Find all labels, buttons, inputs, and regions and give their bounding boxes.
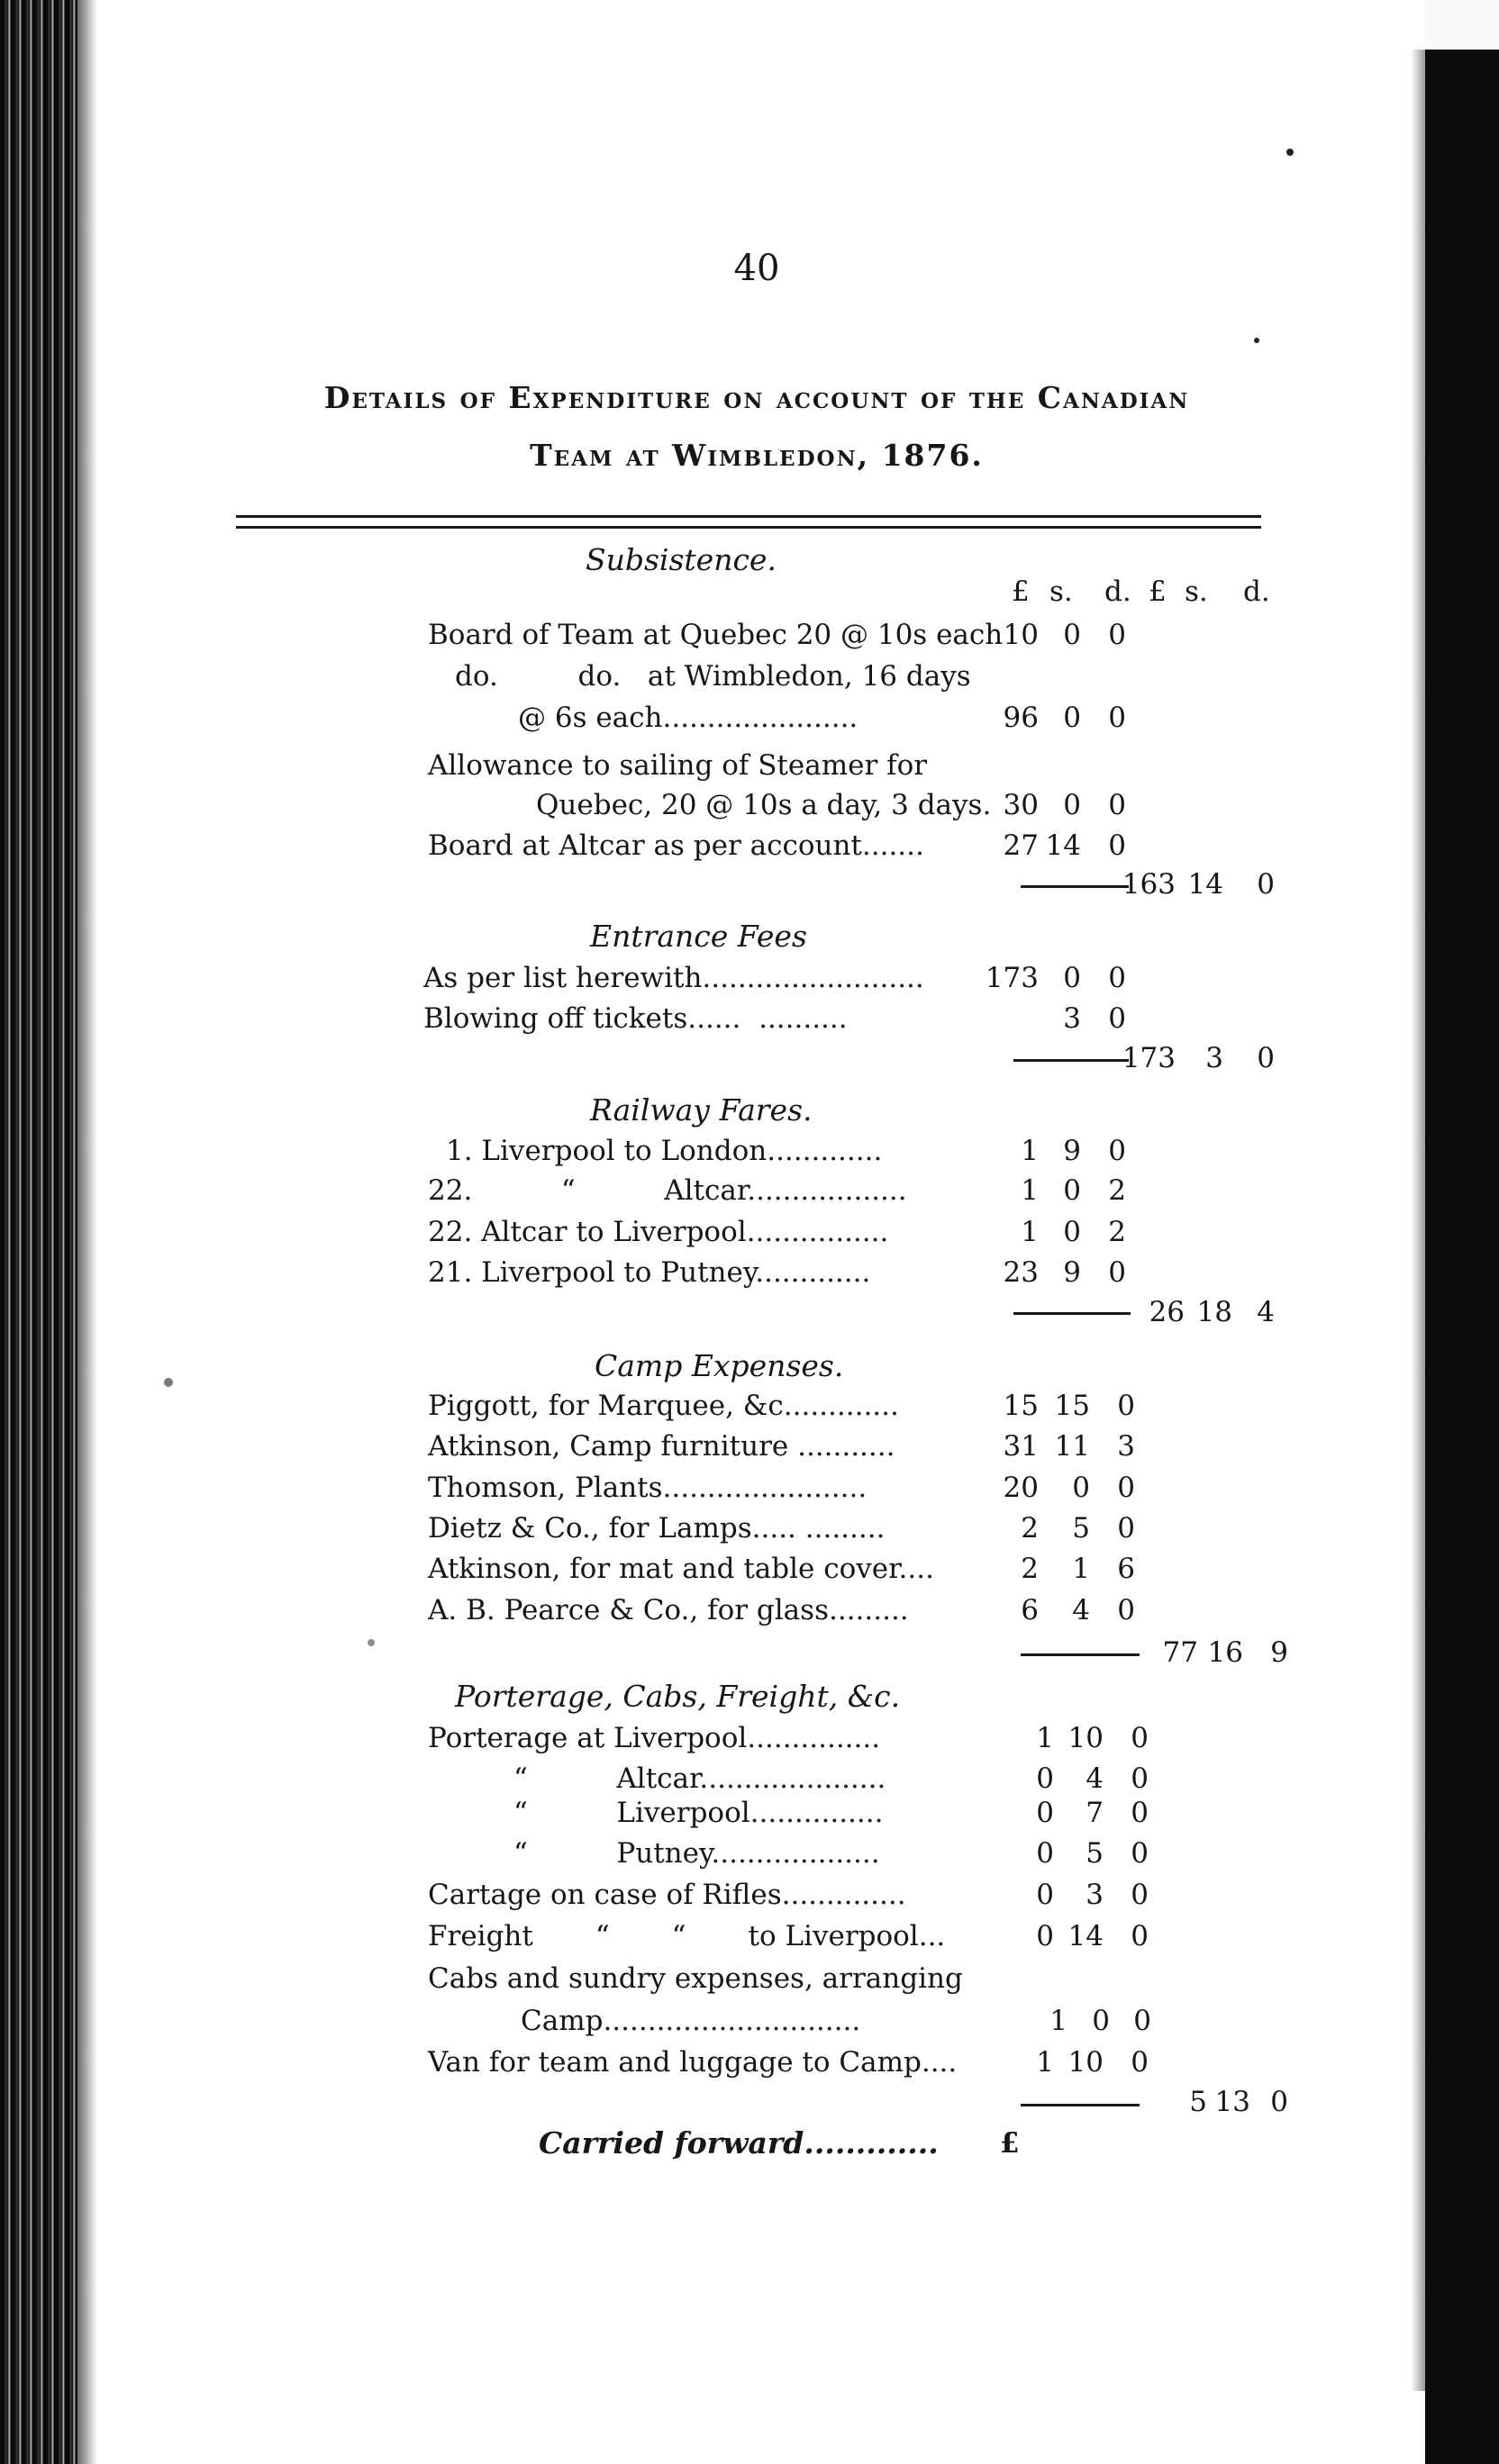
amount-shillings: 0 bbox=[1063, 789, 1081, 821]
amount-pence: 2 bbox=[1108, 1174, 1126, 1207]
line-item: A. B. Pearce & Co., for glass......... bbox=[428, 1594, 909, 1626]
amount-shillings: 9 bbox=[1063, 1135, 1081, 1167]
line-item: @ 6s each...................... bbox=[518, 702, 859, 734]
line-item: 22. Altcar to Liverpool................ bbox=[428, 1216, 889, 1248]
ink-speck bbox=[164, 1378, 173, 1387]
amount-pence: 0 bbox=[1131, 1837, 1149, 1870]
amount-shillings: 4 bbox=[1072, 1594, 1090, 1626]
amount-pounds: 0 bbox=[1036, 1762, 1054, 1795]
amount-shillings: 7 bbox=[1086, 1797, 1104, 1829]
amount-shillings: 5 bbox=[1072, 1512, 1090, 1545]
line-item: Thomson, Plants....................... bbox=[428, 1472, 868, 1504]
total-pence: 9 bbox=[1270, 1636, 1288, 1669]
total-pounds: 173 bbox=[1122, 1042, 1176, 1074]
total-pence: 0 bbox=[1257, 868, 1275, 901]
subtotal-rule bbox=[1013, 1059, 1129, 1062]
subtotal-rule bbox=[1021, 885, 1129, 888]
amount-pence: 0 bbox=[1117, 1594, 1135, 1626]
total-pence: 0 bbox=[1257, 1042, 1275, 1074]
header-pence: d. bbox=[1104, 575, 1131, 608]
line-item: Allowance to sailing of Steamer for bbox=[428, 749, 928, 782]
amount-shillings: 0 bbox=[1072, 1472, 1090, 1504]
line-item: Atkinson, for mat and table cover.... bbox=[428, 1553, 934, 1585]
ink-speck bbox=[1254, 338, 1259, 343]
amount-shillings: 0 bbox=[1092, 2005, 1110, 2037]
amount-shillings: 5 bbox=[1086, 1837, 1104, 1870]
amount-pounds: 10 bbox=[1003, 619, 1039, 651]
book-binding-edge bbox=[0, 0, 77, 2464]
amount-pence: 0 bbox=[1108, 1135, 1126, 1167]
amount-shillings: 4 bbox=[1086, 1762, 1104, 1795]
right-shadow bbox=[1411, 50, 1425, 2391]
subtotal-rule bbox=[1021, 2104, 1140, 2106]
amount-pence: 3 bbox=[1117, 1430, 1135, 1463]
amount-pence: 0 bbox=[1108, 1002, 1126, 1035]
amount-pence: 0 bbox=[1131, 1797, 1149, 1829]
page-number: 40 bbox=[733, 248, 780, 289]
line-item: Van for team and luggage to Camp.... bbox=[428, 2046, 958, 2079]
amount-pounds: 96 bbox=[1003, 702, 1039, 734]
amount-shillings: 3 bbox=[1086, 1879, 1104, 1911]
carried-forward-currency: £ bbox=[1000, 2127, 1020, 2160]
amount-pence: 2 bbox=[1108, 1216, 1126, 1248]
amount-pence: 0 bbox=[1131, 1722, 1149, 1754]
amount-pence: 0 bbox=[1108, 962, 1126, 994]
amount-pounds: 0 bbox=[1036, 1879, 1054, 1911]
carried-forward-label: Carried forward............. bbox=[539, 2125, 939, 2161]
total-pounds: 163 bbox=[1122, 868, 1176, 901]
line-item: Cabs and sundry expenses, arranging bbox=[428, 1962, 963, 1995]
line-item: Board at Altcar as per account....... bbox=[428, 829, 924, 862]
amount-pounds: 30 bbox=[1003, 789, 1039, 821]
amount-pence: 6 bbox=[1117, 1553, 1135, 1585]
amount-pounds: 6 bbox=[1021, 1594, 1039, 1626]
subtotal-rule bbox=[1013, 1312, 1131, 1315]
total-shillings: 16 bbox=[1207, 1636, 1243, 1669]
amount-pence: 0 bbox=[1131, 2046, 1149, 2079]
line-item: Piggott, for Marquee, &c............. bbox=[428, 1390, 899, 1422]
amount-pence: 0 bbox=[1108, 829, 1126, 862]
line-item: Freight “ “ to Liverpool... bbox=[428, 1920, 946, 1952]
amount-shillings: 11 bbox=[1054, 1430, 1090, 1463]
amount-pounds: 1 bbox=[1036, 2046, 1054, 2079]
line-item: 21. Liverpool to Putney............. bbox=[428, 1256, 871, 1289]
heading-line-1: Details of Expenditure on account of the Canadian bbox=[323, 380, 1190, 415]
amount-pounds: 173 bbox=[985, 962, 1039, 994]
amount-shillings: 1 bbox=[1072, 1553, 1090, 1585]
amount-shillings: 14 bbox=[1067, 1920, 1104, 1952]
amount-pounds: 2 bbox=[1021, 1553, 1039, 1585]
amount-pence: 0 bbox=[1131, 1879, 1149, 1911]
amount-pounds: 31 bbox=[1003, 1430, 1039, 1463]
amount-shillings: 10 bbox=[1067, 1722, 1104, 1754]
binding-shadow bbox=[77, 0, 97, 2464]
page-corner bbox=[1425, 0, 1499, 50]
amount-shillings: 10 bbox=[1067, 2046, 1104, 2079]
amount-pounds: 0 bbox=[1036, 1837, 1054, 1870]
right-scan-border bbox=[1425, 50, 1499, 2464]
amount-pounds: 0 bbox=[1036, 1920, 1054, 1952]
total-pounds: 77 bbox=[1162, 1636, 1198, 1669]
amount-pence: 0 bbox=[1117, 1512, 1135, 1545]
amount-pence: 0 bbox=[1108, 1256, 1126, 1289]
amount-pounds: 27 bbox=[1003, 829, 1039, 862]
amount-pence: 0 bbox=[1108, 789, 1126, 821]
amount-shillings: 0 bbox=[1063, 962, 1081, 994]
line-item: As per list herewith......................... bbox=[423, 962, 924, 994]
line-item: Atkinson, Camp furniture ........... bbox=[428, 1430, 895, 1463]
header-shillings-total: s. bbox=[1185, 575, 1208, 608]
total-pence: 4 bbox=[1257, 1296, 1275, 1328]
amount-pence: 0 bbox=[1133, 2005, 1151, 2037]
line-item: Porterage at Liverpool............... bbox=[428, 1722, 881, 1754]
amount-pence: 0 bbox=[1117, 1472, 1135, 1504]
amount-pence: 0 bbox=[1117, 1390, 1135, 1422]
amount-pounds: 15 bbox=[1003, 1390, 1039, 1422]
amount-pence: 0 bbox=[1131, 1762, 1149, 1795]
amount-pounds: 23 bbox=[1003, 1256, 1039, 1289]
amount-pounds: 2 bbox=[1021, 1512, 1039, 1545]
line-item: Quebec, 20 @ 10s a day, 3 days. bbox=[536, 789, 992, 821]
amount-shillings: 14 bbox=[1045, 829, 1081, 862]
amount-shillings: 0 bbox=[1063, 1174, 1081, 1207]
amount-pounds: 1 bbox=[1021, 1135, 1039, 1167]
amount-shillings: 0 bbox=[1063, 1216, 1081, 1248]
line-item: Blowing off tickets...... .......... bbox=[423, 1002, 848, 1035]
amount-shillings: 9 bbox=[1063, 1256, 1081, 1289]
amount-pence: 0 bbox=[1108, 619, 1126, 651]
amount-pence: 0 bbox=[1108, 702, 1126, 734]
total-shillings: 18 bbox=[1196, 1296, 1232, 1328]
amount-shillings: 0 bbox=[1063, 619, 1081, 651]
total-shillings: 14 bbox=[1187, 868, 1223, 901]
line-item: Cartage on case of Rifles.............. bbox=[428, 1879, 906, 1911]
section-title-porterage: Porterage, Cabs, Freight, &c. bbox=[455, 1679, 901, 1714]
subtotal-rule bbox=[1021, 1653, 1140, 1656]
amount-pounds: 0 bbox=[1036, 1797, 1054, 1829]
line-item: 1. Liverpool to London............. bbox=[446, 1135, 883, 1167]
amount-pounds: 1 bbox=[1049, 2005, 1067, 2037]
total-pounds: 5 bbox=[1189, 2086, 1207, 2118]
heading-rule-bottom bbox=[236, 526, 1261, 529]
header-pence-total: d. bbox=[1243, 575, 1270, 608]
total-shillings: 3 bbox=[1205, 1042, 1223, 1074]
amount-shillings: 3 bbox=[1063, 1002, 1081, 1035]
amount-pounds: 1 bbox=[1036, 1722, 1054, 1754]
section-title-railway-fares: Railway Fares. bbox=[590, 1092, 813, 1128]
heading-rule-top bbox=[236, 515, 1261, 518]
line-item: “ Altcar..................... bbox=[513, 1762, 886, 1795]
amount-pounds: 1 bbox=[1021, 1216, 1039, 1248]
header-shillings: s. bbox=[1049, 575, 1073, 608]
total-pence: 0 bbox=[1270, 2086, 1288, 2118]
section-title-subsistence: Subsistence. bbox=[586, 542, 777, 577]
header-pounds-total: £ bbox=[1149, 575, 1167, 608]
line-item: “ Putney................... bbox=[513, 1837, 880, 1870]
total-pounds: 26 bbox=[1149, 1296, 1185, 1328]
amount-pounds: 1 bbox=[1021, 1174, 1039, 1207]
section-title-camp-expenses: Camp Expenses. bbox=[595, 1348, 844, 1383]
line-item: Dietz & Co., for Lamps..... ......... bbox=[428, 1512, 886, 1545]
total-shillings: 13 bbox=[1214, 2086, 1250, 2118]
amount-shillings: 0 bbox=[1063, 702, 1081, 734]
line-item: “ Liverpool............... bbox=[513, 1797, 884, 1829]
ink-speck bbox=[368, 1639, 375, 1646]
amount-pounds: 20 bbox=[1003, 1472, 1039, 1504]
section-title-entrance-fees: Entrance Fees bbox=[590, 919, 807, 954]
amount-pence: 0 bbox=[1131, 1920, 1149, 1952]
heading-line-2: Team at Wimbledon, 1876. bbox=[530, 438, 984, 473]
line-item: do. do. at Wimbledon, 16 days bbox=[455, 660, 971, 693]
amount-shillings: 15 bbox=[1054, 1390, 1090, 1422]
header-pounds: £ bbox=[1012, 575, 1030, 608]
line-item: Board of Team at Quebec 20 @ 10s each bbox=[428, 619, 1004, 651]
line-item: 22. “ Altcar.................. bbox=[428, 1174, 907, 1207]
line-item: Camp............................. bbox=[521, 2005, 861, 2037]
ink-speck bbox=[1286, 149, 1294, 156]
